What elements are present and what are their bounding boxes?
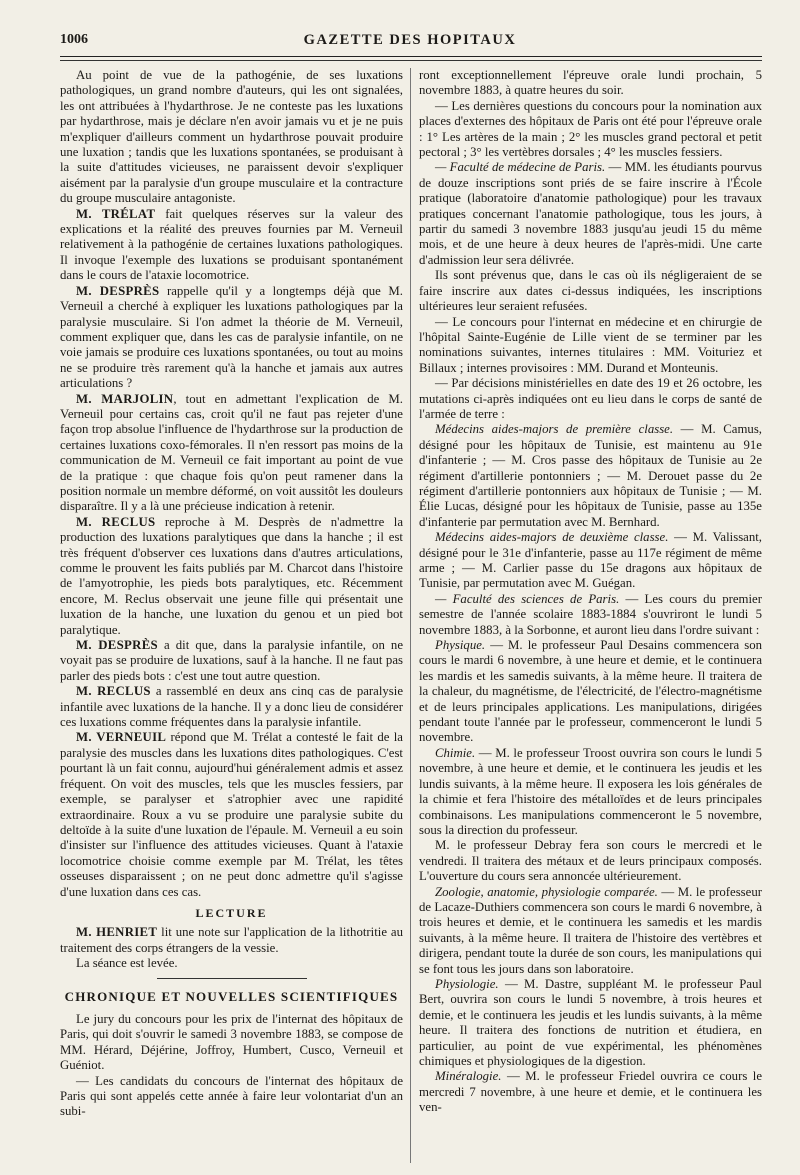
paragraph-text: — M. le professeur Troost ouvrira son cours le lundi 5 novembre, à une heure et demie, et le continuera les jeudis et les lundis suivants, à la même heure. Il exposera les lois générales de la chimie et fera l'histoire des métalloïdes et de leurs principales combinaisons. Les manipulations commenceront le 5 novembre, sous la direction du professeur. [419,745,762,837]
paragraph-text: rappelle qu'il y a longtemps déjà que M. Verneuil a cherché à expliquer les luxations pathologiques par la paralysie musculaire. Si l'on admet la théorie de M. Verneuil, comment expliquer que, dans les cas de paralysie infantile, on ne voie jamais se produire ces luxations spontanées, ou tout au moins ne se produire très rarement qu'à la hanche et jamais aux autres articulations ? [60,283,403,391]
paragraph-text: fait quelques réserves sur la valeur des explications et la réalité des preuves fournies par M. Verneuil relativement à la pathogénie de certaines luxations pathologiques. Il invoque l'exemple des luxations se produisant spontanément dans le cours de l'ataxie locomotrice. [60,206,403,283]
paragraph [60,730,403,899]
paragraph [60,638,403,684]
section-lead: Zoologie, anatomie, physiologie comparée. [435,884,658,899]
paragraph-text: a dit que, dans la paralysie infantile, on ne voyait pas se produire de luxations, sauf à la hanche. Il ne faut pas parler des pieds bots : c'est une tout autre question. [60,638,403,683]
paragraph: — Les dernières questions du concours pour la nomination aux places d'externes des hôpitaux de Paris ont été pour l'épreuve orale : 1° Les artères de la main ; 2° les muscles grand pectoral et petit pectoral ; 3° les vertèbres dorsales ; 4° les muscles fessiers. [419,98,762,160]
paragraph [419,592,762,638]
paragraph [419,530,762,592]
paragraph-text: a rassemblé en deux ans cinq cas de paralysie infantile avec luxations de la hanche. Il y a donc lieu de considérer ces luxations comme fréquentes dans la paralysie infantile. [60,684,403,730]
speaker-name: M. DESPRÈS [76,638,158,653]
paragraph: — Par décisions ministérielles en date des 19 et 26 octobre, les mutations ci-après indiquées ont eu lieu dans le corps de santé de l'armée de terre : [419,376,762,421]
section-lead: Médecins aides-majors de deuxième classe. [435,530,669,545]
left-column [60,68,403,1168]
column-divider [410,68,411,1163]
speaker-name: M. TRÉLAT [76,206,156,221]
header-rule-thin [60,60,762,61]
speaker-name: M. VERNEUIL [76,730,167,745]
paragraph: La séance est levée. [76,956,178,971]
paragraph-text: — M. le professeur Paul Desains commencera son cours le mardi 6 novembre, à une heure et demie, et le continuera les mardis et les samedis suivants, à la même heure. Il traitera de la chaleur, du magnétisme, de l'électricité, de l'électro-magnétisme et de leurs principales applications. Les manipulations, dirigées pendant toute l'année par le professeur, commenceront le lundi 5 novembre. [419,638,762,745]
header-rule [60,56,762,57]
paragraph-text: — M. le professeur Friedel ouvrira ce cours le mercredi 7 novembre, à une heure et demie, et le continuera les ven- [419,1069,762,1115]
paragraph [419,885,762,977]
paragraph-text: — Les cours du premier semestre de l'année scolaire 1883-1884 s'ouvriront le lundi 5 novembre 1883, à la Sorbonne, et auront lieu dans l'ordre suivant : [419,591,762,637]
paragraph: Au point de vue de la pathogénie, de ses luxations pathologiques, un grand nombre d'auteurs, qui les ont signalées, les ont attribuées à l'hydarthrose. Je ne conteste pas les luxations par hydarthrose, mais je déclare n'en avoir jamais vu et je ne puis m'expliquer d'ailleurs comment un hydarthrose pouvait produire une luxation ; tandis que les luxations spontanées, se produisant à la suite d'attitudes vicieuses, ne paraissent devoir s'expliquer aisément par la paralysie d'un groupe musculaire et la contracture du groupe musculaire antagoniste. [60,68,403,206]
paragraph [419,746,762,838]
section-lead: Médecins aides-majors de première classe. [435,422,674,437]
paragraph-text: répond que M. Trélat a contesté le fait de la paralysie des muscles dans les luxations dites pathologiques. C'est pourtant là un fait connu, aujourd'hui généralement admis et assez fréquent. On voit des muscles, tels que les muscles fessiers, par exemple, se paralyser et s'atrophier avec une rapidité extraordinaire. Roux a vu se produire une paralysie subite du deltoïde à la suite d'une luxation de l'épaule. M. Verneuil a eu soin d'insister sur l'influence des attitudes vicieuses. Quant à l'ataxie locomotrice choisie comme exemple par M. Trélat, les têtes osseuses disparaissent ; on ne peut donc admettre qu'il s'agisse d'une luxation dans ces cas. [60,730,403,899]
paragraph-text: — M. Camus, désigné pour les hôpitaux de Tunisie, est maintenu au 91e d'infanterie ; — M. Cros passe des hôpitaux de Tunisie au 2e régiment d'artillerie pontonniers ; — M. Derouet passe du 2e régiment d'artillerie pontonniers aux hôpitaux de Tunisie ; — M. Élie Lucas, désigné pour les hôpitaux de Tunisie, passe au 135e d'infanterie par permutation avec M. Bernhard. [419,422,762,529]
paragraph [60,392,403,515]
speaker-name: M. MARJOLIN [76,391,174,406]
paragraph [60,925,403,956]
section-lead: Chimie. [435,745,476,760]
paragraph-text: — MM. les étudiants pourvus de douze inscriptions sont priés de se faire inscrire à l'École pratique (laboratoire d'anatomie pathologique) pour les travaux pratiques concernant l'anatomie pathologique, tous les jours, à partir du samedi 3 novembre 1883 jusqu'au jeudi 15 du même mois, et de une heure à deux heures de l'après-midi. Une carte d'admission leur sera délivrée. [419,160,762,267]
section-lead: Minéralogie. [435,1069,502,1084]
paragraph: ront exceptionnellement l'épreuve orale lundi prochain, 5 novembre 1883, à quatre heures du soir. [419,68,762,98]
section-heading-chronique: CHRONIQUE ET NOUVELLES SCIENTIFIQUES [64,988,399,1004]
section-lead: — Faculté de médecine de Paris. [435,160,606,175]
paragraph: Ils sont prévenus que, dans le cas où ils négligeraient de se faire inscrire aux dates ci-dessus indiquées, les inscriptions ultérieures leur seraient refusées. [419,268,762,314]
paragraph [419,638,762,746]
paragraph-text: — M. Dastre, suppléant M. le professeur Paul Bert, ouvrira son cours le lundi 5 novembre, à trois heures et demie, et le continuera les jeudis et les lundis suivants, à la même heure. Il traitera des fonctions de nutrition et étudiera, en particulier, au point de vue expérimental, les phénomènes chimiques et physiologiques de la digestion. [419,976,762,1068]
paragraph [60,284,403,392]
paragraph-text: — M. Valissant, désigné pour le 31e d'infanterie, passe au 117e régiment de même arme ; — M. Carlier passe du 15e dragons aux hôpitaux de Tunisie, par permutation avec M. Guégan. [419,530,762,591]
section-lead: Physique. [435,638,486,653]
paragraph [60,684,403,730]
speaker-name: M. RECLUS [76,514,156,529]
section-lead: Physiologie. [435,976,499,991]
section-separator [157,978,307,979]
right-column [419,68,762,1168]
paragraph [419,160,762,268]
speaker-name: M. DESPRÈS [76,283,160,298]
paragraph: Le jury du concours pour les prix de l'internat des hôpitaux de Paris, qui doit s'ouvrir le samedi 3 novembre 1883, se compose de MM. Hérard, Déjérine, Joffroy, Humbert, Cusco, Verneuil et Guéniot. [60,1011,403,1073]
paragraph-text: reproche à M. Desprès de n'admettre la production des luxations paralytiques que dans la hanche ; il est très fréquent d'observer ces luxations dans d'autres articulations, comme le prouvent les faits publiés par M. Charcot dans l'histoire de l'amyotrophie, les pieds bots paralytiques, etc. Récemment encore, M. Reclus observait une jeune fille qui présentait une luxation de la hanche, une luxation du genou et un pied bot paralytique. [60,514,403,637]
paragraph [60,515,403,638]
speaker-name: M. HENRIET [76,925,158,940]
paragraph [419,977,762,1069]
paragraph: — Les candidats du concours de l'internat des hôpitaux de Paris qui sont appelés cette année à faire leur volontariat d'un an subi- [60,1073,403,1119]
paragraph [419,422,762,530]
paragraph-text: , tout en admettant l'explication de M. Verneuil pour certains cas, croit qu'il ne faut pas rejeter d'une façon trop absolue l'influence de l'hydarthrose sur la production de certaines luxations coxo-fémorales. Il n'en ressort pas moins de la communication de M. Verneuil ce fait important au point de vue de la pratique : que chaque fois qu'on peut ramener dans la position normale un membre déformé, on voit aussitôt les douleurs disparaître. Il y a là une précieuse indication à retenir. [60,391,403,514]
paragraph [60,207,403,284]
paragraph: — Le concours pour l'internat en médecine et en chirurgie de l'hôpital Sainte-Eugénie de Lille vient de se terminer par les nominations suivantes, internes titulaires : MM. Voituriez et Billaux ; internes provisoires : MM. Durand et Monteunis. [419,314,762,375]
paragraph [419,1069,762,1115]
speaker-name: M. RECLUS [76,684,151,699]
page-number: 1006 [60,32,88,47]
section-heading-lecture: LECTURE [195,905,268,920]
paragraph-text: lit une note sur l'application de la lithotritie au traitement des corps étrangers de la vessie. [60,925,403,955]
journal-title: GAZETTE DES HOPITAUX [303,32,517,48]
paragraph-text: — M. le professeur de Lacaze-Duthiers commencera son cours le mardi 6 novembre, à trois heures et demie, et le continuera les samedis et les mardis suivants, à la même heure. Il traitera de l'histoire des vertèbres et dirigera, pendant toute la durée de son cours, les manipulations qui se font tous les jours dans son laboratoire. [419,884,762,976]
page-header [60,28,760,54]
paragraph: M. le professeur Debray fera son cours le mercredi et le vendredi. Il traitera des métaux et de leurs principaux composés. L'ouverture du cours sera annoncée ultérieurement. [419,838,762,884]
section-lead: — Faculté des sciences de Paris. [435,591,620,606]
